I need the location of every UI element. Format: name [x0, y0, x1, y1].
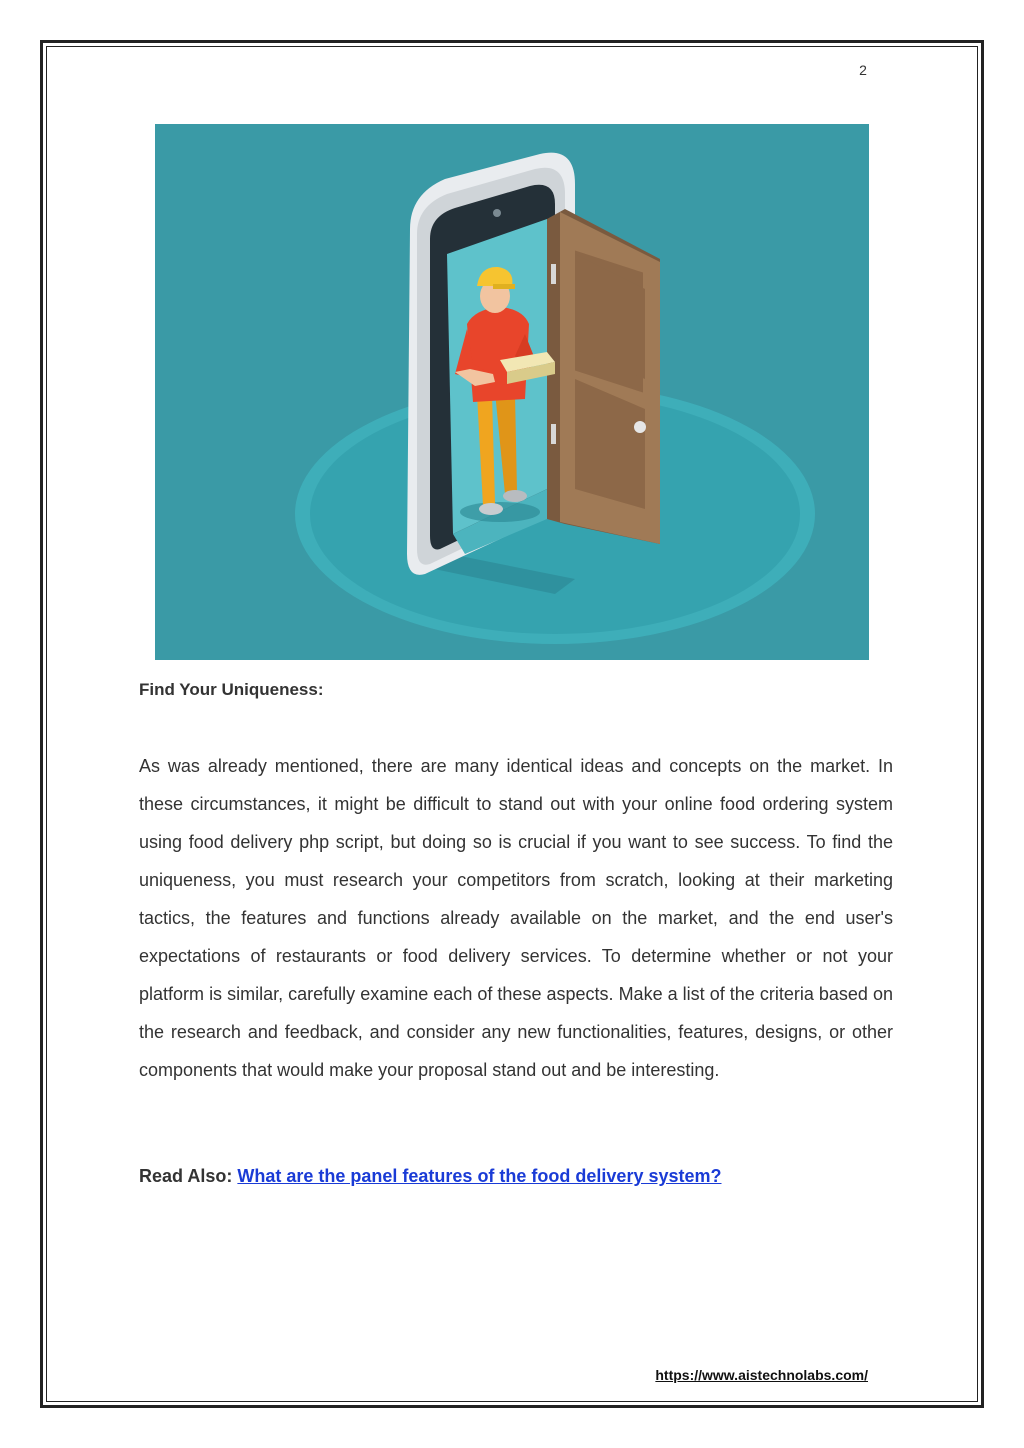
footer-url	[655, 1367, 868, 1383]
read-also-label: Read Also:	[139, 1166, 233, 1186]
delivery-man-in-phone-door-illustration	[155, 124, 869, 660]
read-also	[139, 1166, 722, 1187]
section-paragraph: As was already mentioned, there are many identical ideas and concepts on the market. In these circumstances, it might be difficult to stand out with your online food ordering system using food delivery php script, but doing so is crucial if you want to see success. To find the uniqueness, you must research your competitors from scratch, looking at their marketing tactics, the features and functions already available on the market, and the end user's expectations of restaurants or food delivery services. To determine whether or not your platform is similar, carefully examine each of these aspects. Make a list of the criteria based on the research and feedback, and consider any new functionalities, features, designs, or other components that would make your proposal stand out and be interesting.	[139, 756, 893, 1080]
page-number: 2	[859, 62, 867, 78]
hero-illustration	[155, 124, 869, 660]
read-also-link[interactable]: What are the panel features of the food delivery system?	[237, 1166, 722, 1186]
section-heading: Find Your Uniqueness:	[139, 680, 324, 699]
footer-url-link[interactable]: https://www.aistechnolabs.com/	[655, 1367, 868, 1383]
